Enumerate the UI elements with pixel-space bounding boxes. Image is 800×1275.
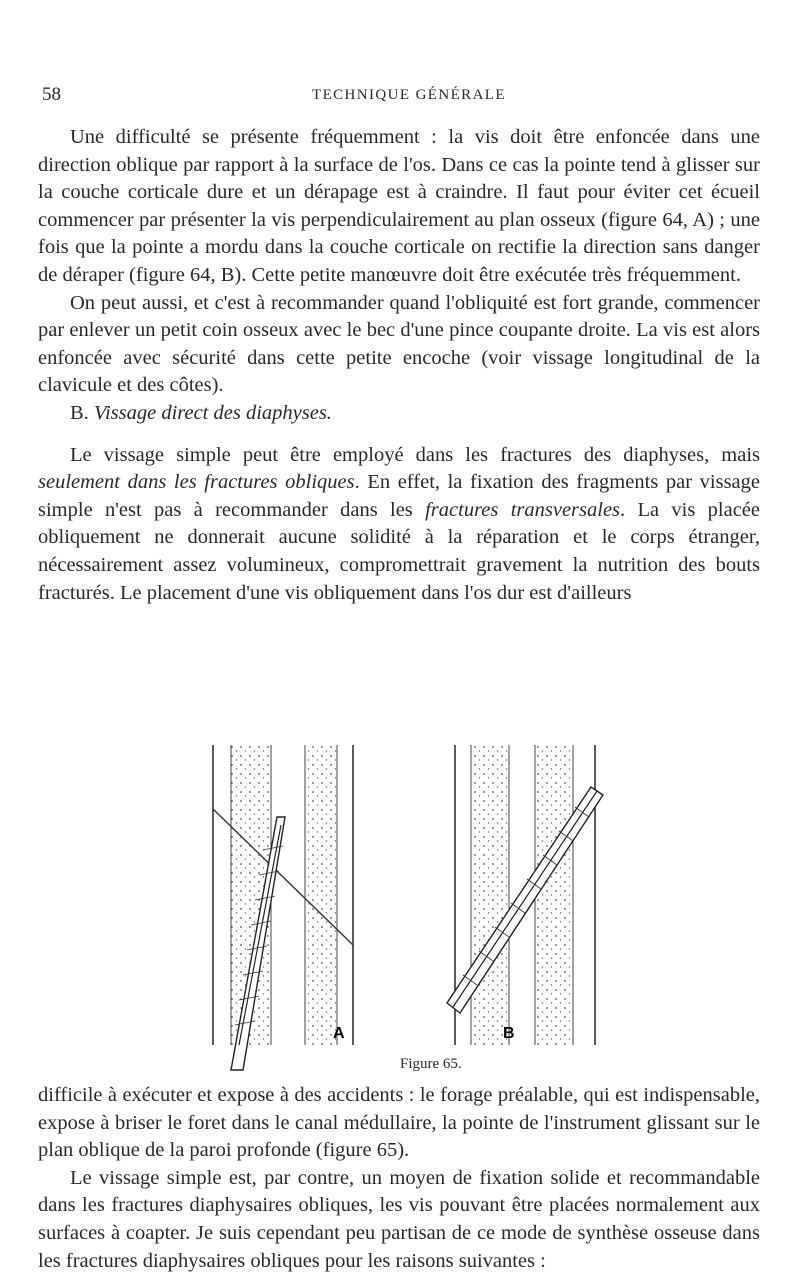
text-run: . La vis placée obliquement ne donnerait aucune solidité à la réparation et le corps étranger, nécessairement assez volumineux, compromettrait gravement la nutrition des bouts fracturés. Le placement d'une vis obliquement dans l'os dur est d'ailleurs <box>38 498 761 604</box>
upper-text-block <box>38 124 760 607</box>
paragraph-screw-difficulty: Une difficulté se présente fréquemment : la vis doit être enfoncée dans une direction oblique par rapport à la surface de l'os. Dans ce cas la pointe tend à glisser sur la couche corticale dure et un dérapage est à craindre. Il faut pour éviter cet écueil commencer par présenter la vis perpendiculairement au plan osseux (figure 64, A) ; une fois que la pointe a mordu dans la couche corticale on rectifie la direction sans danger de déraper (figure 64, B). Cette petite manœuvre doit être exécutée très fréquemment. <box>38 126 760 286</box>
bone-screw-illustration <box>185 745 635 1073</box>
lower-text-block <box>38 1082 760 1275</box>
section-heading <box>38 400 760 428</box>
bone-diagram-b <box>447 745 603 1045</box>
figure-label-a: A <box>333 1025 345 1042</box>
paragraph-drilling-risk: difficile à exécuter et expose à des accidents : le forage préalable, qui est indispensable, expose à briser le foret dans le canal médullaire, la pointe de l'instrument glissant sur le plan oblique de la paroi profonde (figure 65). <box>38 1084 760 1162</box>
figure-label-b: B <box>503 1025 515 1042</box>
section-heading-label: B. <box>70 401 89 424</box>
page-header <box>0 84 800 112</box>
running-title: TECHNIQUE GÉNÉRALE <box>312 87 506 103</box>
text-run: . En effet, la fixation des fragments par vissage simple n'est pas à recommander dans les <box>38 471 760 521</box>
page-number: 58 <box>42 84 61 105</box>
bone-diagram-a <box>213 745 353 1070</box>
figure-65 <box>185 745 635 1073</box>
paragraph-recommendation: Le vissage simple est, par contre, un moyen de fixation solide et recommandable dans les fractures diaphysaires obliques, les vis pouvant être placées normalement aux surfaces à coapter. Je suis cependant peu partisan de ce mode de synthèse osseuse dans les fractures diaphysaires obliques pour les raisons suivantes : <box>38 1166 760 1272</box>
emphasis-oblique: seulement dans les fractures obliques <box>38 471 355 494</box>
bone-b-cortex-left <box>471 745 509 1045</box>
bone-a-cortex-right <box>305 745 337 1045</box>
section-heading-title: Vissage direct des diaphyses. <box>93 401 332 424</box>
text-run: Le vissage simple peut être employé dans les fractures des diaphyses, mais <box>70 443 760 466</box>
figure-caption: Figure 65. <box>400 1056 462 1072</box>
paragraph-diaphysis-screwing <box>38 442 760 608</box>
paragraph-bone-wedge: On peut aussi, et c'est à recommander quand l'obliquité est fort grande, commencer par enlever un petit coin osseux avec le bec d'une pince coupante droite. La vis est alors enfoncée avec sécurité dans cette petite encoche (voir vissage longitudinal de la clavicule et des côtes). <box>38 291 760 397</box>
emphasis-transverse: fractures transversales <box>425 498 621 521</box>
bone-b-cortex-right <box>535 745 573 1045</box>
